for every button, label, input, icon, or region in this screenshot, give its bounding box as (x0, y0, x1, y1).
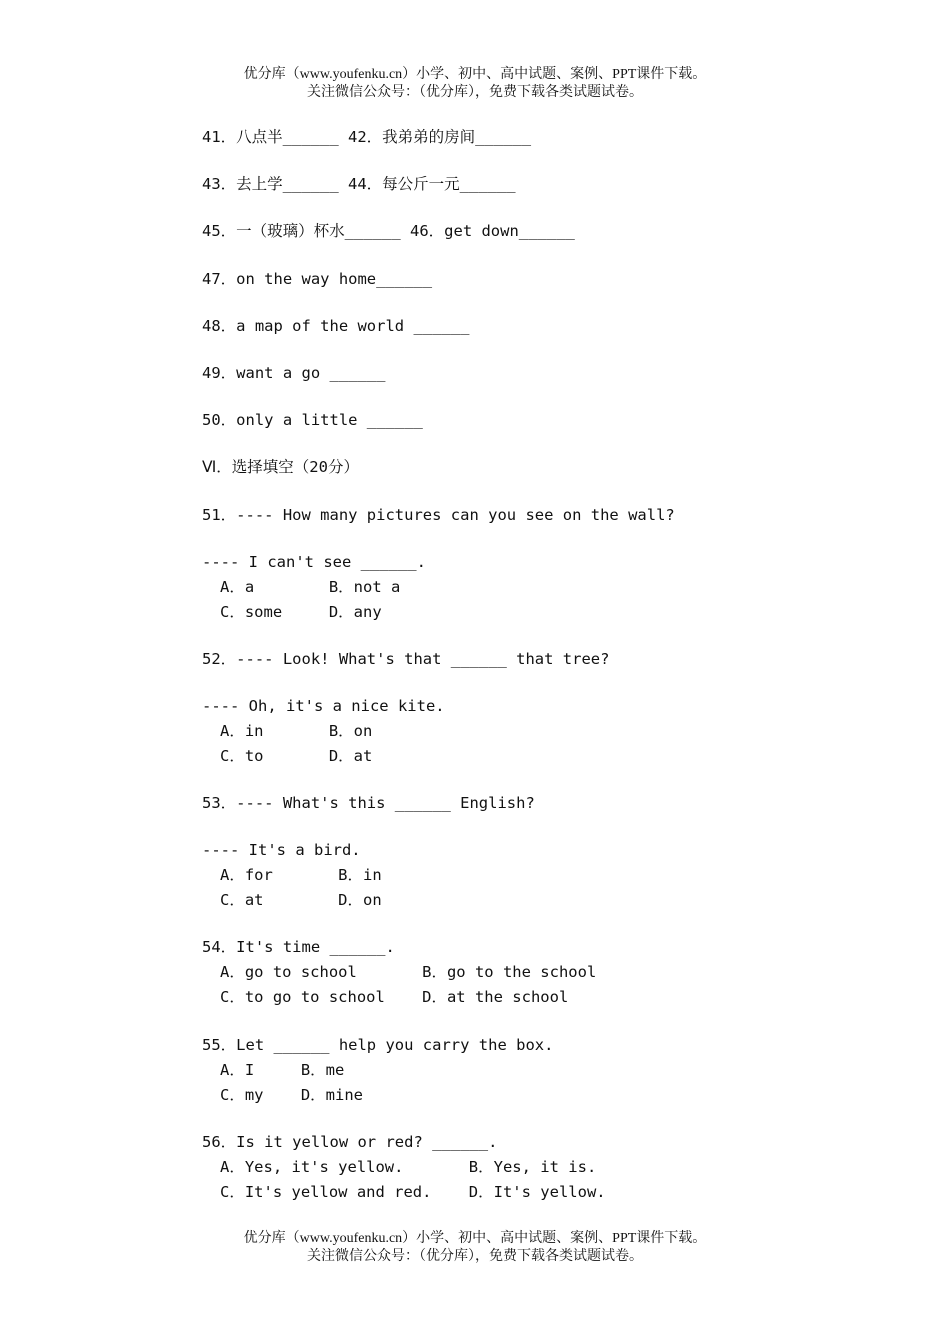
page-header (0, 66, 950, 102)
question-55-stem: 55．Let ______ help you carry the box. (202, 1036, 554, 1054)
question-54-options-cd: C．to go to school D．at the school (220, 988, 569, 1006)
question-53-options-ab: A．for B．in (220, 866, 382, 884)
question-56-options-cd: C．It's yellow and red. D．It's yellow. (220, 1183, 606, 1201)
question-56-options-ab: A．Yes, it's yellow. B．Yes, it is. (220, 1158, 597, 1176)
translate-item-48: 48．a map of the world ______ (202, 317, 470, 335)
question-53-options-cd: C．at D．on (220, 891, 382, 909)
footer-line-1: 优分库（www.youfenku.cn）小学、初中、高中试题、案例、PPT课件下载。 (243, 1231, 707, 1246)
translate-item-41-42: 41．八点半______ 42．我弟弟的房间______ (202, 128, 532, 146)
question-52-stem: 52．---- Look! What's that ______ that tree? (202, 650, 610, 668)
header-line-1: 优分库（www.youfenku.cn）小学、初中、高中试题、案例、PPT课件下载。 (243, 67, 707, 82)
page-footer (0, 1230, 950, 1266)
question-53-stem: 53．---- What's this ______ English? (202, 794, 535, 812)
translate-item-49: 49．want a go ______ (202, 364, 386, 382)
translate-item-50: 50．only a little ______ (202, 411, 423, 429)
header-line-2: 关注微信公众号：（优分库），免费下载各类试题试卷。 (307, 85, 643, 100)
question-51-options-ab: A．a B．not a (220, 578, 401, 596)
question-55-options-ab: A．I B．me (220, 1061, 345, 1079)
question-56-stem: 56．Is it yellow or red? ______. (202, 1133, 498, 1151)
question-54-stem: 54．It's time ______. (202, 938, 395, 956)
question-51-reply: ---- I can't see ______. (202, 553, 426, 571)
question-53-reply: ---- It's a bird. (202, 841, 361, 859)
translate-item-47: 47．on the way home______ (202, 270, 433, 288)
question-54-options-ab: A．go to school B．go to the school (220, 963, 597, 981)
question-52-options-ab: A．in B．on (220, 722, 373, 740)
section-title: Ⅵ．选择填空（20分） (202, 458, 359, 476)
translate-item-43-44: 43．去上学______ 44．每公斤一元______ (202, 175, 516, 193)
translate-item-45-46: 45．一（玻璃）杯水______ 46．get down______ (202, 222, 575, 240)
question-51-options-cd: C．some D．any (220, 603, 382, 621)
footer-line-2: 关注微信公众号：（优分库），免费下载各类试题试卷。 (307, 1249, 643, 1264)
question-51-stem: 51．---- How many pictures can you see on the wall? (202, 506, 675, 524)
question-52-reply: ---- Oh, it's a nice kite. (202, 697, 445, 715)
question-55-options-cd: C．my D．mine (220, 1086, 363, 1104)
question-52-options-cd: C．to D．at (220, 747, 373, 765)
